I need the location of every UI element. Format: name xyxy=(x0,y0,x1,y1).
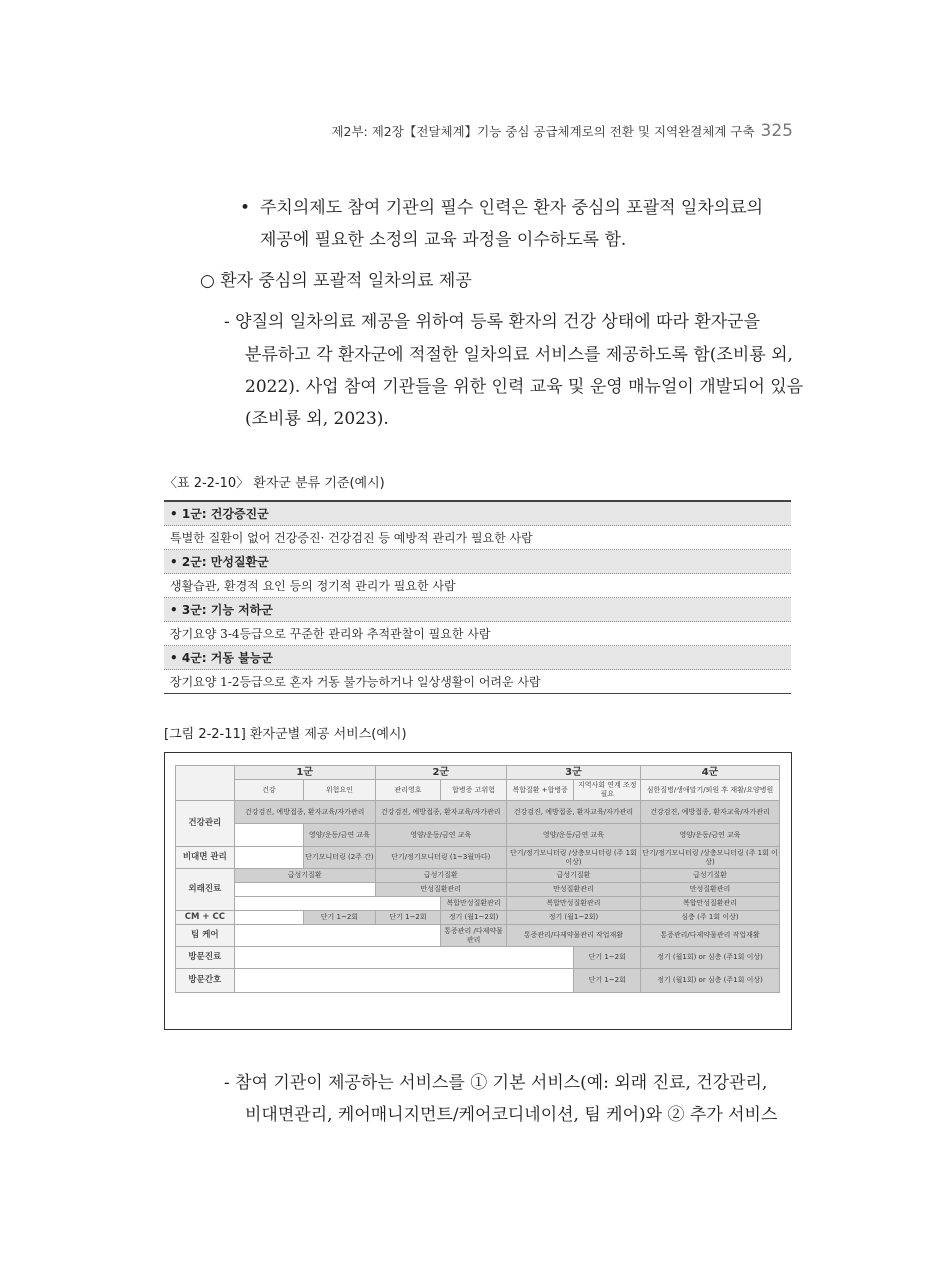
group1-label: 1군 xyxy=(234,766,375,780)
cell-visit-nurse-3g: 단기 1~2회 xyxy=(574,969,641,993)
cell-intensive-4g: 심층 (주 1회 이상) xyxy=(641,911,780,925)
cell-regular-3g: 정기 (월1~2회) xyxy=(506,911,640,925)
cell-empty xyxy=(234,897,441,911)
cell-visit-care-3g: 단기 1~2회 xyxy=(574,947,641,969)
row-cmcc: CM + CC xyxy=(176,911,235,925)
cell-empty xyxy=(234,883,375,897)
cell-short-2g: 단기 1~2회 xyxy=(375,911,441,925)
circle-item: ○ 환자 중심의 포괄적 일차의료 제공 xyxy=(200,271,472,291)
cell-mon-2g: 단기/정기모니터링 (1~3월마다) xyxy=(375,847,506,869)
group1-desc: 특별한 질환이 없어 건강증진· 건강검진 등 예방적 관리가 필요한 사람 xyxy=(164,526,791,550)
cell-acute-2g: 급성기질환 xyxy=(375,869,506,883)
cell-nutri-1g: 영양/운동/금연 교육 xyxy=(304,824,376,847)
group4-label: 4군 xyxy=(641,766,780,780)
row-visit-nurse: 방문간호 xyxy=(176,969,235,993)
cell-mon-3g: 단기/정기모니터링 /상층모니터링 (주 1회 이상) xyxy=(506,847,640,869)
cell-empty xyxy=(234,969,574,993)
service-figure xyxy=(164,752,792,1030)
dash1-line4: (조비룡 외, 2023). xyxy=(245,409,389,429)
group1-head: • 1군: 건강증진군 xyxy=(164,501,791,526)
page-number: 325 xyxy=(760,121,793,141)
cell-mon-1g: 단기모니터링 (2주 간) xyxy=(304,847,376,869)
cell-mon-4g: 단기/정기모니터링 /상층모니터링 (주 1회 이상) xyxy=(641,847,780,869)
cell-exam-2g: 건강검진, 예방접종, 환자교육/자가관리 xyxy=(375,801,506,824)
sub-complex: 복합질환 +합병증 xyxy=(506,780,574,801)
cell-complex-3g: 복합만성질환관리 xyxy=(506,897,640,911)
table-caption: 〈표 2-2-10〉 환자군 분류 기준(예시) xyxy=(164,476,385,491)
group2-head: • 2군: 만성질환군 xyxy=(164,550,791,574)
sub-manage: 관리영호 xyxy=(375,780,441,801)
cell-empty xyxy=(234,824,303,847)
dash1-line3: 2022). 사업 참여 기관들을 위한 인력 교육 및 운영 매뉴얼이 개발되어 있음 xyxy=(245,377,804,397)
cell-empty xyxy=(234,925,441,947)
dash1-line1: - 양질의 일차의료 제공을 위하여 등록 환자의 건강 상태에 따라 환자군을 xyxy=(224,312,761,332)
sub-health: 건강 xyxy=(234,780,303,801)
classification-table xyxy=(164,500,791,694)
cell-visit-care-4g: 정기 (월1회) or 심층 (주1회 이상) xyxy=(641,947,780,969)
group3-head: • 3군: 기능 저하군 xyxy=(164,598,791,622)
group3-desc: 장기요양 3-4등급으로 꾸준한 관리와 추적관찰이 필요한 사람 xyxy=(164,622,791,646)
figure-caption: [그림 2-2-11] 환자군별 제공 서비스(예시) xyxy=(164,727,407,742)
cell-acute-4g: 급성기질환 xyxy=(641,869,780,883)
cell-chronic-2g: 만성질환관리 xyxy=(375,883,506,897)
group4-head: • 4군: 거동 불능군 xyxy=(164,646,791,670)
dash2-line1: - 참여 기관이 제공하는 서비스를 ① 기본 서비스(예: 외래 진료, 건강관리, xyxy=(224,1073,768,1093)
cell-complex-2g: 복합만성질환관리 xyxy=(441,897,507,911)
cell-chronic-3g: 만성질환관리 xyxy=(506,883,640,897)
row-nonface: 비대면 관리 xyxy=(176,847,235,869)
sub-risk: 위험요인 xyxy=(304,780,376,801)
cell-chronic-4g: 만성질환관리 xyxy=(641,883,780,897)
corner-cell xyxy=(176,766,235,801)
cell-nutri-2g: 영양/운동/금연 교육 xyxy=(375,824,506,847)
row-visit-care: 방문진료 xyxy=(176,947,235,969)
bullet1-line2: 제공에 필요한 소정의 교육 과정을 이수하도록 함. xyxy=(260,230,627,250)
bullet1-line1: 주치의제도 참여 기관의 필수 인력은 환자 중심의 포괄적 일차의료의 xyxy=(260,198,764,218)
cell-empty xyxy=(234,947,574,969)
dash2-line2: 비대면관리, 케어매니지먼트/케어코디네이션, 팀 케어)와 ② 추가 서비스 xyxy=(245,1105,778,1125)
sub-community: 지역사회 연계 조정 필요 xyxy=(574,780,641,801)
cell-short-1g: 단기 1~2회 xyxy=(304,911,376,925)
sub-complication: 합병증 고위험 xyxy=(441,780,507,801)
cell-acute-1g: 급성기질환 xyxy=(234,869,375,883)
group3-label: 3군 xyxy=(506,766,640,780)
cell-empty xyxy=(234,911,303,925)
running-header xyxy=(0,121,793,141)
bullet-dot: • xyxy=(240,198,251,218)
cell-team-2g: 통증관리 /다제약물관리 xyxy=(441,925,507,947)
cell-complex-4g: 복합만성질환관리 xyxy=(641,897,780,911)
cell-empty xyxy=(234,847,303,869)
dash1-line2: 분류하고 각 환자군에 적절한 일차의료 서비스를 제공하도록 함(조비룡 외, xyxy=(245,345,793,365)
cell-regular-2g: 정기 (월1~2회) xyxy=(441,911,507,925)
sub-severe: 심한질병/생애말기/퇴원 후 재활/요양병원 xyxy=(641,780,780,801)
row-outpatient: 외래진료 xyxy=(176,869,235,911)
header-text: 제2부: 제2장【전달체계】기능 중심 공급체계로의 전환 및 지역완결체계 구축 xyxy=(331,124,755,139)
cell-nutri-3g: 영양/운동/금연 교육 xyxy=(506,824,640,847)
group4-desc: 장기요양 1-2등급으로 혼자 거동 불가능하거나 일상생활이 어려운 사람 xyxy=(164,670,791,694)
cell-acute-3g: 급성기질환 xyxy=(506,869,640,883)
cell-visit-nurse-4g: 정기 (월1회) or 심층 (주1회 이상) xyxy=(641,969,780,993)
group2-label: 2군 xyxy=(375,766,506,780)
cell-team-4g: 통증관리/다제약물관리 작업재활 xyxy=(641,925,780,947)
row-team: 팀 케어 xyxy=(176,925,235,947)
row-health: 건강관리 xyxy=(176,801,235,847)
service-table xyxy=(175,765,780,993)
cell-team-3g: 통증관리/다제약물관리 작업재활 xyxy=(506,925,640,947)
cell-exam-1g: 건강검진, 예방접종, 환자교육/자가관리 xyxy=(234,801,375,824)
group2-desc: 생활습관, 환경적 요인 등의 정기적 관리가 필요한 사람 xyxy=(164,574,791,598)
cell-nutri-4g: 영양/운동/금연 교육 xyxy=(641,824,780,847)
cell-exam-4g: 건강검진, 예방접종, 환자교육/자가관리 xyxy=(641,801,780,824)
cell-exam-3g: 건강검진, 예방접종, 환자교육/자가관리 xyxy=(506,801,640,824)
